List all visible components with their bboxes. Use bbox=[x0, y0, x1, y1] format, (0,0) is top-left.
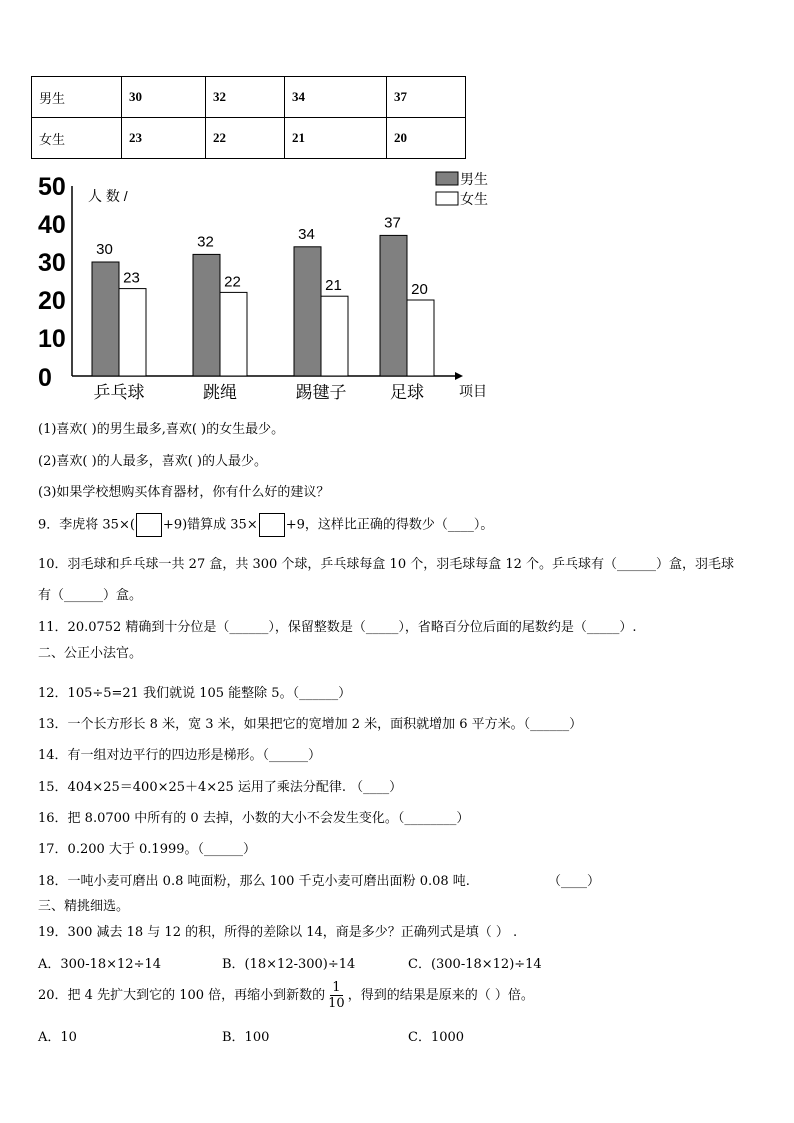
question-13: 13．一个长方形长 8 米，宽 3 米，如果把它的宽增加 2 米，面积就增加 6 平方米。（______） bbox=[38, 717, 583, 732]
question-15: 15．404×25＝400×25＋4×25 运用了乘法分配律. （____） bbox=[38, 780, 403, 795]
y-tick-label: 20 bbox=[38, 287, 66, 315]
table-cell: 20 bbox=[387, 118, 466, 159]
x-tick-label: 足球 bbox=[390, 383, 424, 402]
bar bbox=[220, 292, 247, 376]
table-cell: 34 bbox=[285, 77, 387, 118]
bar bbox=[92, 262, 119, 376]
data-label: 34 bbox=[298, 225, 315, 243]
option-19-c: C．(300-18×12)÷14 bbox=[408, 957, 542, 972]
q20-text-a: 20．把 4 先扩大到它的 100 倍，再缩小到新数的 bbox=[38, 988, 326, 1003]
x-tick-label: 跳绳 bbox=[203, 383, 237, 402]
bar bbox=[321, 296, 348, 376]
data-label: 21 bbox=[325, 277, 342, 295]
section-2-heading: 二、公正小法官。 bbox=[38, 646, 143, 661]
data-label: 20 bbox=[411, 281, 428, 298]
question-8-1: (1)喜欢( )的男生最多,喜欢( )的女生最少。 bbox=[38, 422, 285, 437]
y-tick-label: 50 bbox=[38, 173, 66, 201]
bar bbox=[380, 235, 407, 376]
question-19: 19．300 减去 18 与 12 的积，所得的差除以 14，商是多少？正确列式是填（ ） . bbox=[38, 925, 518, 940]
row-label: 女生 bbox=[32, 118, 122, 159]
bar-chart bbox=[0, 0, 794, 410]
legend-swatch bbox=[436, 172, 458, 185]
option-20-c: C．1000 bbox=[408, 1030, 465, 1045]
table-cell: 30 bbox=[122, 77, 206, 118]
legend-swatch bbox=[436, 192, 458, 205]
x-tick-label: 乒乓球 bbox=[93, 383, 145, 402]
q20-text-b: ，得到的结果是原来的（ ）倍。 bbox=[347, 988, 534, 1003]
table-cell: 23 bbox=[122, 118, 206, 159]
fraction-numerator: 1 bbox=[332, 980, 341, 995]
table-cell: 21 bbox=[285, 118, 387, 159]
question-9 bbox=[38, 513, 493, 537]
option-19-b: B．(18×12-300)÷14 bbox=[222, 957, 356, 972]
x-axis-arrow bbox=[455, 372, 463, 380]
q9-text-a: 9．李虎将 35×( bbox=[38, 517, 135, 533]
x-tick-label: 踢毽子 bbox=[295, 383, 347, 402]
option-20-b: B．100 bbox=[222, 1030, 270, 1045]
legend-label: 女生 bbox=[460, 191, 488, 207]
question-12: 12．105÷5=21 我们就说 105 能整除 5。（______） bbox=[38, 686, 352, 701]
bar bbox=[407, 300, 434, 376]
question-10b: 有（______）盒。 bbox=[38, 588, 143, 603]
table-cell: 37 bbox=[387, 77, 466, 118]
y-tick-label: 40 bbox=[38, 211, 66, 239]
bar bbox=[294, 247, 321, 376]
data-label: 32 bbox=[197, 233, 214, 251]
bar bbox=[193, 254, 220, 376]
question-14: 14．有一组对边平行的四边形是梯形。（______） bbox=[38, 748, 322, 763]
question-17: 17．0.200 大于 0.1999。（______） bbox=[38, 842, 257, 857]
x-axis-label: 项目 bbox=[459, 383, 487, 399]
fraction-denominator: 10 bbox=[328, 996, 345, 1011]
row-label: 男生 bbox=[32, 77, 122, 118]
question-16: 16．把 8.0700 中所有的 0 去掉，小数的大小不会发生变化。（________） bbox=[38, 811, 470, 826]
table-cell: 32 bbox=[206, 77, 285, 118]
option-19-a: A．300-18×12÷14 bbox=[38, 957, 162, 972]
data-label: 30 bbox=[96, 241, 113, 258]
answer-box[interactable] bbox=[259, 513, 285, 537]
y-tick-label: 0 bbox=[38, 364, 52, 392]
data-label: 37 bbox=[384, 214, 401, 232]
question-8-3: (3)如果学校想购买体育器材，你有什么好的建议？ bbox=[38, 485, 330, 500]
question-10a: 10．羽毛球和乒乓球一共 27 盒，共 300 个球，乒乓球每盒 10 个，羽毛球每盒 12 个。乒乓球有（______）盒，羽毛球 bbox=[38, 557, 735, 572]
q9-text-b: +9)错算成 35× bbox=[162, 517, 258, 533]
question-18: 18．一吨小麦可磨出 0.8 吨面粉，那么 100 千克小麦可磨出面粉 0.08 吨. bbox=[38, 874, 470, 889]
question-8-2: (2)喜欢( )的人最多，喜欢( )的人最少。 bbox=[38, 454, 267, 469]
question-20 bbox=[38, 980, 534, 1011]
legend-label: 男生 bbox=[460, 171, 488, 187]
q9-text-c: +9，这样比正确的得数少（____）。 bbox=[285, 517, 494, 533]
question-11: 11．20.0752 精确到十分位是（______），保留整数是（_____），省略百分位后面的尾数约是（_____）. bbox=[38, 620, 637, 635]
bar bbox=[119, 289, 146, 376]
y-tick-label: 30 bbox=[38, 249, 66, 277]
y-axis-label: 人 数 / bbox=[88, 188, 128, 204]
option-20-a: A．10 bbox=[38, 1030, 77, 1045]
fraction bbox=[328, 980, 345, 1011]
table-cell: 22 bbox=[206, 118, 285, 159]
question-18-blank: （____） bbox=[548, 874, 601, 889]
answer-box[interactable] bbox=[136, 513, 162, 537]
section-3-heading: 三、精挑细选。 bbox=[38, 899, 130, 914]
data-label: 22 bbox=[224, 273, 241, 291]
data-label: 23 bbox=[123, 269, 140, 287]
y-tick-label: 10 bbox=[38, 325, 66, 353]
